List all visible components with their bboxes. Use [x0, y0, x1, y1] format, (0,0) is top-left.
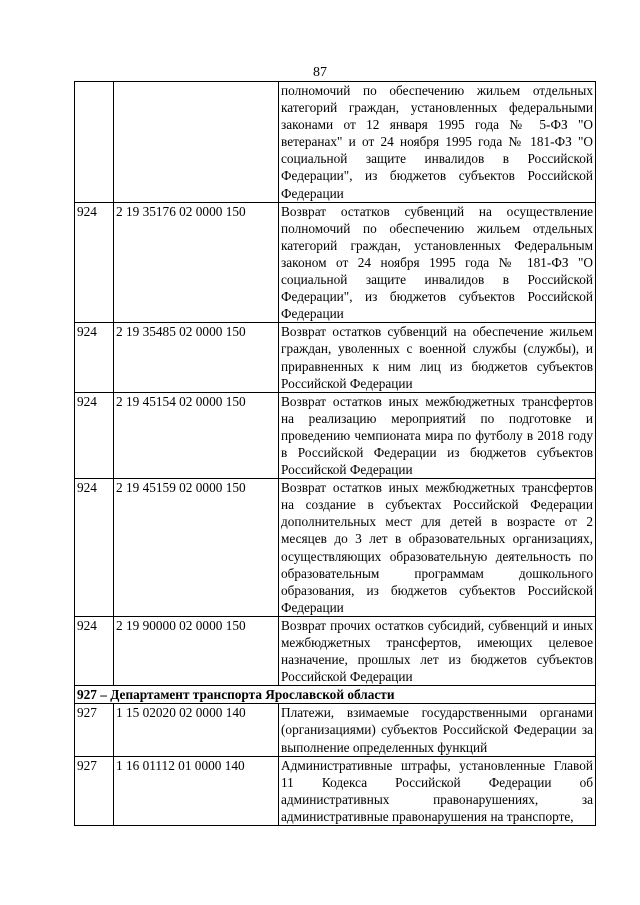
budget-code-cell: 1 15 02020 02 0000 140	[114, 704, 279, 756]
section-title: 927 – Департамент транспорта Ярославской области	[75, 686, 596, 704]
section-header-row	[75, 686, 596, 704]
budget-code-cell: 2 19 90000 02 0000 150	[114, 616, 279, 685]
table-row	[75, 323, 596, 392]
description-cell: Возврат остатков субвенций на обеспечение жильем граждан, уволенных с военной службы (службы), и приравненных к ним лиц из бюджетов субъектов Российской Федерации	[279, 323, 596, 392]
table-row	[75, 756, 596, 825]
admin-code-cell: 924	[75, 479, 114, 617]
admin-code-cell: 927	[75, 756, 114, 825]
budget-code-cell	[114, 82, 279, 203]
table-row	[75, 479, 596, 617]
admin-code-cell: 924	[75, 323, 114, 392]
table-row	[75, 392, 596, 478]
description-cell: Возврат остатков иных межбюджетных трансфертов на создание в субъектах Российской Федерации дополнительных мест для детей в возрасте от 2 месяцев до 3 лет в образовательных организациях, осуществляющих образовательную деятельность по образовательным программам дошкольного образования, из бюджетов субъектов Российской Федерации	[279, 479, 596, 617]
description-cell: Возврат остатков иных межбюджетных трансфертов на реализацию мероприятий по подготовке и проведению чемпионата мира по футболу в 2018 году в Российской Федерации из бюджетов субъектов Российской Федерации	[279, 392, 596, 478]
description-cell: Административные штрафы, установленные Главой 11 Кодекса Российской Федерации об административных правонарушениях, за административные правонарушения на транспорте,	[279, 756, 596, 825]
budget-codes-table	[74, 81, 596, 826]
page-number: 87	[313, 65, 327, 80]
budget-code-cell: 1 16 01112 01 0000 140	[114, 756, 279, 825]
table-row	[75, 704, 596, 756]
description-cell: полномочий по обеспечению жильем отдельных категорий граждан, установленных федеральными законами от 12 января 1995 года № 5-ФЗ "О ветеранах" и от 24 ноября 1995 года № 181-ФЗ "О социальной защите инвалидов в Российской Федерации", из бюджетов субъектов Российской Федерации	[279, 82, 596, 203]
admin-code-cell: 927	[75, 704, 114, 756]
admin-code-cell: 924	[75, 202, 114, 323]
admin-code-cell: 924	[75, 616, 114, 685]
table-row	[75, 616, 596, 685]
table-row	[75, 82, 596, 203]
admin-code-cell: 924	[75, 392, 114, 478]
budget-code-cell: 2 19 45159 02 0000 150	[114, 479, 279, 617]
admin-code-cell	[75, 82, 114, 203]
budget-code-cell: 2 19 35176 02 0000 150	[114, 202, 279, 323]
budget-code-cell: 2 19 45154 02 0000 150	[114, 392, 279, 478]
description-cell: Возврат остатков субвенций на осуществление полномочий по обеспечению жильем отдельных категорий граждан, установленных Федеральным законом от 24 ноября 1995 года № 181-ФЗ "О социальной защите инвалидов в Российской Федерации", из бюджетов субъектов Российской Федерации	[279, 202, 596, 323]
description-cell: Платежи, взимаемые государственными органами (организациями) субъектов Российской Федерации за выполнение определенных функций	[279, 704, 596, 756]
budget-code-cell: 2 19 35485 02 0000 150	[114, 323, 279, 392]
description-cell: Возврат прочих остатков субсидий, субвенций и иных межбюджетных трансфертов, имеющих целевое назначение, прошлых лет из бюджетов субъектов Российской Федерации	[279, 616, 596, 685]
table-row	[75, 202, 596, 323]
